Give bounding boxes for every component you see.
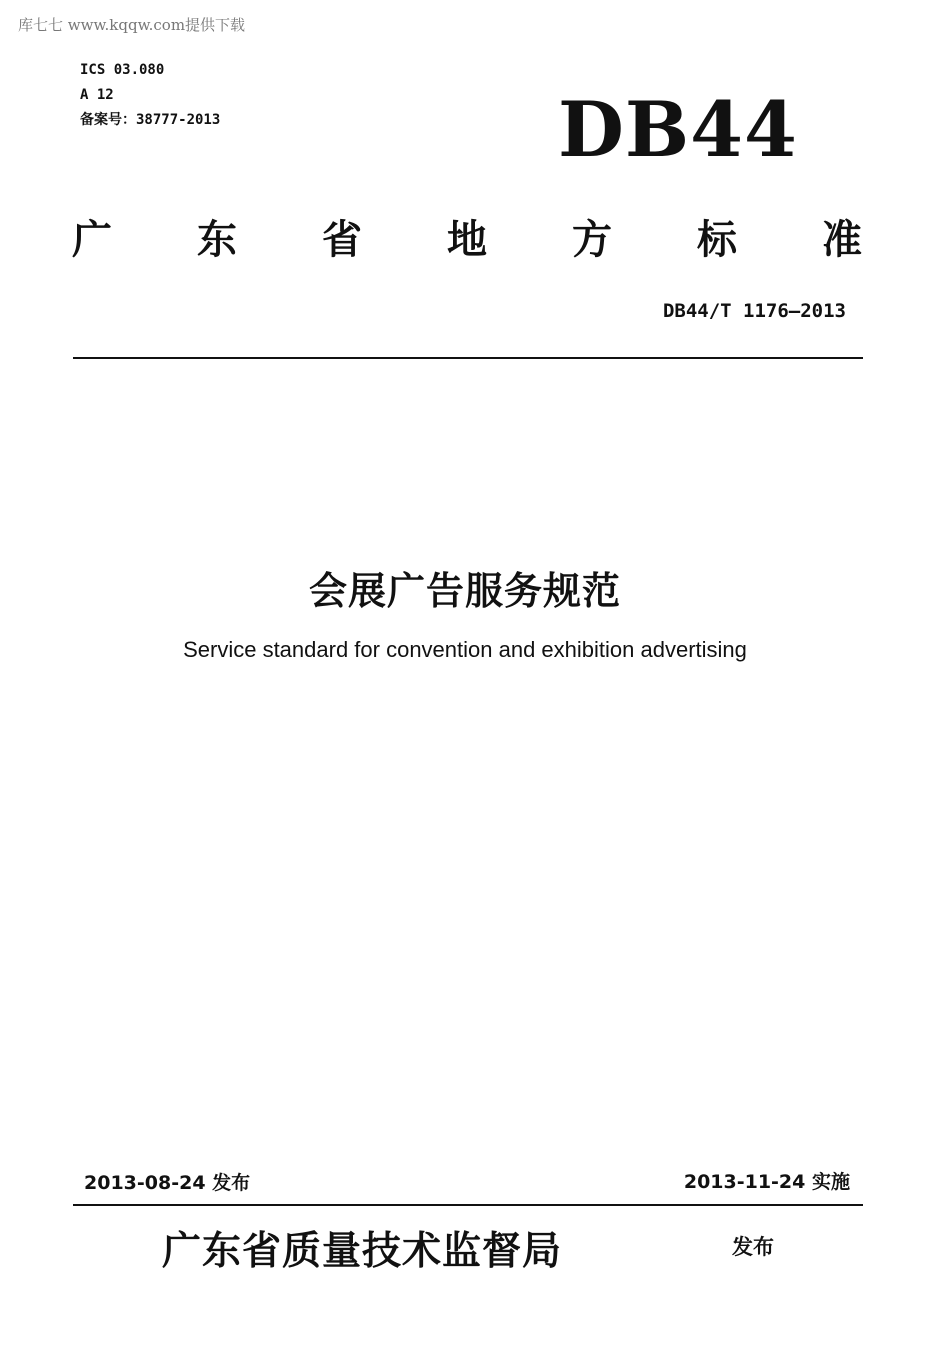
standard-type-char: 标	[697, 217, 737, 263]
standard-type-char: 广	[72, 217, 112, 263]
document-title-english: Service standard for convention and exhibition advertising	[183, 637, 747, 662]
issuing-authority-suffix: 发布	[732, 1235, 774, 1259]
filing-number: 备案号：38777-2013	[80, 112, 221, 128]
standard-type-char: 东	[197, 217, 237, 263]
publish-date: 2013-08-24 发布	[84, 1172, 251, 1194]
standard-metadata	[80, 58, 220, 133]
standard-type-char: 地	[447, 217, 487, 263]
bottom-divider	[73, 1204, 863, 1206]
standard-type-char: 方	[572, 217, 612, 263]
ics-code: ICS 03.080	[80, 62, 165, 78]
implementation-date: 2013-11-24 实施	[683, 1171, 850, 1193]
classification-code: A 12	[80, 87, 114, 103]
standard-number: DB44/T 1176—2013	[662, 300, 846, 322]
standard-type-heading	[72, 208, 862, 265]
standard-type-char: 准	[822, 217, 862, 263]
document-title-chinese: 会展广告服务规范	[308, 569, 621, 613]
top-divider	[73, 357, 863, 359]
standard-type-char: 省	[322, 217, 362, 263]
issuing-authority: 广东省质量技术监督局	[162, 1228, 563, 1274]
db44-logo: DB44	[558, 85, 798, 174]
watermark-text: 库七七 www.kqqw.com提供下载	[18, 16, 246, 34]
